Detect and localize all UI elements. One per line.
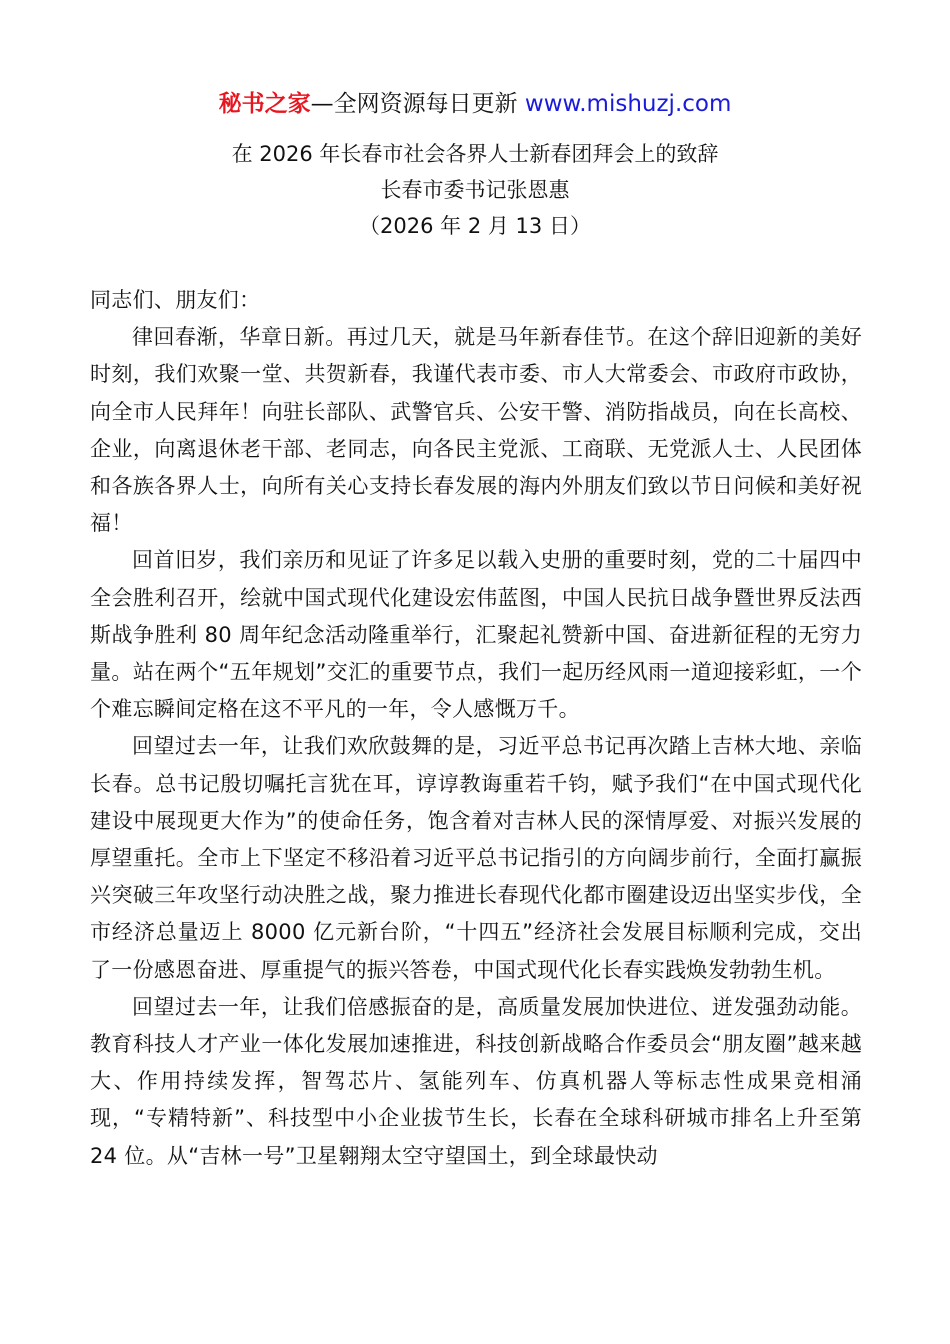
site-url-link[interactable]: www.mishuzj.com xyxy=(524,91,732,117)
paragraph: 回首旧岁，我们亲历和见证了许多足以载入史册的重要时刻，党的二十届四中全会胜利召开，绘就中国式现代化建设宏伟蓝图，中国人民抗日战争暨世界反法西斯战争胜利 80 周年纪念活动隆重举行，汇聚起礼赞新中国、奋进新征程的无穷力量。站在两个“五年规划”交汇的重要节点，我们一起历经风雨一道迎接彩虹，一个个难忘瞬间定格在这不平凡的一年，令人感慨万千。 xyxy=(90,548,862,722)
document-author: 长春市委书记张恩惠 xyxy=(380,178,570,202)
paragraph: 回望过去一年，让我们倍感振奋的是，高质量发展加快进位、迸发强劲动能。教育科技人才产业一体化发展加速推进，科技创新战略合作委员会“朋友圈”越来越大、作用持续发挥，智驾芯片、氢能列车、仿真机器人等标志性成果竞相涌现，“专精特新”、科技型中小企业拔节生长，长春在全球科研城市排名上升至第 24 位。从“吉林一号”卫星翱翔太空守望国土，到全球最快动 xyxy=(90,994,862,1168)
document-header xyxy=(0,136,950,244)
paragraph: 律回春渐，华章日新。再过几天，就是马年新春佳节。在这个辞旧迎新的美好时刻，我们欢聚一堂、共贺新春，我谨代表市委、市人大常委会、市政府市政协，向全市人民拜年！向驻长部队、武警官兵、公安干警、消防指战员，向在长高校、企业，向离退休老干部、老同志，向各民主党派、工商联、无党派人士、人民团体和各族各界人士，向所有关心支持长春发展的海内外朋友们致以节日问候和美好祝福！ xyxy=(90,325,862,536)
salutation: 同志们、朋友们： xyxy=(90,288,261,312)
site-banner xyxy=(0,86,950,122)
banner-tagline: —全网资源每日更新 xyxy=(310,91,518,117)
paragraph: 回望过去一年，让我们欢欣鼓舞的是，习近平总书记再次踏上吉林大地、亲临长春。总书记殷切嘱托言犹在耳，谆谆教诲重若千钧，赋予我们“在中国式现代化建设中展现更大作为”的使命任务，饱含着对吉林人民的深情厚爱、对振兴发展的厚望重托。全市上下坚定不移沿着习近平总书记指引的方向阔步前行，全面打赢振兴突破三年攻坚行动决胜之战，聚力推进长春现代化都市圈建设迈出坚实步伐，全市经济总量迈上 8000 亿元新台阶，“十四五”经济社会发展目标顺利完成，交出了一份感恩奋进、厚重提气的振兴答卷，中国式现代化长春实践焕发勃勃生机。 xyxy=(90,734,862,982)
document-body xyxy=(90,282,862,1175)
document-title: 在 2026 年长春市社会各界人士新春团拜会上的致辞 xyxy=(231,142,719,166)
brand-name: 秘书之家 xyxy=(218,91,311,117)
document-date: （2026 年 2 月 13 日） xyxy=(359,214,591,238)
